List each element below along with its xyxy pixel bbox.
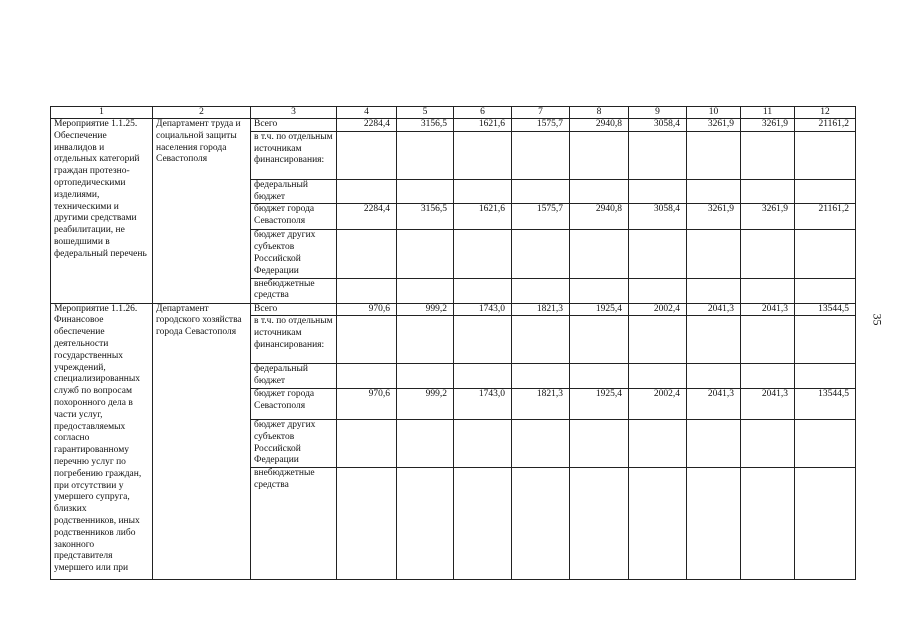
value-cell — [397, 131, 454, 179]
value-cell — [397, 316, 454, 364]
value-cell — [397, 468, 454, 580]
value-cell — [512, 364, 570, 389]
funding-source-label: внебюджетные средства — [251, 278, 337, 303]
value-cell — [741, 278, 795, 303]
value-cell — [337, 179, 397, 204]
funding-source-label: Всего — [251, 303, 337, 316]
value-cell — [337, 131, 397, 179]
value-cell — [512, 419, 570, 467]
column-number-2: 2 — [153, 107, 251, 119]
value-cell: 970,6 — [337, 303, 397, 316]
value-cell: 1743,0 — [454, 388, 512, 419]
value-cell — [570, 179, 629, 204]
value-cell — [741, 419, 795, 467]
executor-cell: Департамент городского хозяйства города Севастополя — [153, 303, 251, 580]
budget-table — [50, 106, 856, 580]
value-cell — [629, 468, 687, 580]
column-number-3: 3 — [251, 107, 337, 119]
value-cell — [570, 419, 629, 467]
value-cell — [629, 131, 687, 179]
value-cell — [337, 468, 397, 580]
value-cell: 1621,6 — [454, 204, 512, 230]
column-number-6: 6 — [454, 107, 512, 119]
value-cell: 1821,3 — [512, 388, 570, 419]
value-cell: 3261,9 — [687, 204, 741, 230]
event-title: Мероприятие 1.1.26. — [54, 303, 138, 314]
column-number-11: 11 — [741, 107, 795, 119]
value-cell: 2940,8 — [570, 119, 629, 132]
event-description: Финансовое обеспечение деятельности государственных учреждений, специализированных служб по вопросам похоронного дела в части услуг, предоставляемых согласно гарантированному перечню услуг по погребению граждан, при отсутствии у умершего супруга, близких родственников, иных родственников либо законного представителя умершего или при — [54, 315, 142, 574]
value-cell — [795, 230, 856, 278]
value-cell — [687, 278, 741, 303]
value-cell — [570, 278, 629, 303]
value-cell: 1575,7 — [512, 119, 570, 132]
value-cell: 2041,3 — [687, 303, 741, 316]
value-cell — [337, 230, 397, 278]
funding-source-label: бюджет города Севастополя — [251, 204, 337, 230]
value-cell: 2284,4 — [337, 204, 397, 230]
value-cell — [795, 419, 856, 467]
value-cell: 970,6 — [337, 388, 397, 419]
value-cell — [687, 364, 741, 389]
value-cell — [337, 364, 397, 389]
value-cell: 2041,3 — [741, 388, 795, 419]
value-cell — [454, 131, 512, 179]
value-cell — [512, 230, 570, 278]
table-row — [51, 303, 856, 316]
value-cell: 3156,5 — [397, 119, 454, 132]
value-cell: 3261,9 — [687, 119, 741, 132]
funding-source-label: бюджет города Севастополя — [251, 388, 337, 419]
value-cell: 13544,5 — [795, 388, 856, 419]
value-cell — [454, 179, 512, 204]
value-cell — [454, 364, 512, 389]
value-cell: 999,2 — [397, 388, 454, 419]
value-cell — [629, 316, 687, 364]
value-cell — [629, 364, 687, 389]
funding-source-label: федеральный бюджет — [251, 364, 337, 389]
value-cell — [687, 230, 741, 278]
value-cell — [795, 278, 856, 303]
value-cell — [687, 316, 741, 364]
value-cell — [795, 468, 856, 580]
column-number-7: 7 — [512, 107, 570, 119]
value-cell — [570, 230, 629, 278]
value-cell: 1821,3 — [512, 303, 570, 316]
value-cell — [570, 131, 629, 179]
column-numbers-row — [51, 107, 856, 119]
value-cell — [512, 316, 570, 364]
table-row — [51, 119, 856, 132]
value-cell — [687, 468, 741, 580]
value-cell — [741, 230, 795, 278]
column-number-5: 5 — [397, 107, 454, 119]
value-cell: 999,2 — [397, 303, 454, 316]
value-cell — [454, 316, 512, 364]
value-cell: 3058,4 — [629, 119, 687, 132]
column-number-9: 9 — [629, 107, 687, 119]
value-cell: 2041,3 — [687, 388, 741, 419]
value-cell — [687, 131, 741, 179]
value-cell: 21161,2 — [795, 204, 856, 230]
funding-source-label: федеральный бюджет — [251, 179, 337, 204]
value-cell — [512, 278, 570, 303]
value-cell: 3058,4 — [629, 204, 687, 230]
event-title: Мероприятие 1.1.25. — [54, 119, 138, 129]
funding-source-label: бюджет других субъектов Российской Федерации — [251, 419, 337, 467]
value-cell: 3261,9 — [741, 204, 795, 230]
value-cell: 2284,4 — [337, 119, 397, 132]
value-cell: 3261,9 — [741, 119, 795, 132]
funding-source-label: внебюджетные средства — [251, 468, 337, 580]
page-number: 35 — [870, 313, 885, 326]
value-cell — [570, 364, 629, 389]
value-cell: 3156,5 — [397, 204, 454, 230]
value-cell: 13544,5 — [795, 303, 856, 316]
value-cell — [629, 179, 687, 204]
value-cell: 2002,4 — [629, 303, 687, 316]
value-cell — [795, 131, 856, 179]
value-cell — [454, 419, 512, 467]
column-number-4: 4 — [337, 107, 397, 119]
value-cell — [570, 468, 629, 580]
funding-source-label: в т.ч. по отдельным источникам финансирования: — [251, 131, 337, 179]
column-number-10: 10 — [687, 107, 741, 119]
column-number-12: 12 — [795, 107, 856, 119]
value-cell: 1743,0 — [454, 303, 512, 316]
value-cell: 1575,7 — [512, 204, 570, 230]
column-number-1: 1 — [51, 107, 153, 119]
value-cell — [454, 230, 512, 278]
funding-source-label: Всего — [251, 119, 337, 132]
value-cell — [570, 316, 629, 364]
value-cell: 1621,6 — [454, 119, 512, 132]
value-cell — [397, 419, 454, 467]
executor-cell: Департамент труда и социальной защиты населения города Севастополя — [153, 119, 251, 304]
value-cell — [629, 419, 687, 467]
value-cell — [337, 316, 397, 364]
value-cell: 1925,4 — [570, 303, 629, 316]
value-cell — [397, 230, 454, 278]
value-cell — [397, 179, 454, 204]
value-cell: 2002,4 — [629, 388, 687, 419]
value-cell — [397, 278, 454, 303]
value-cell — [629, 278, 687, 303]
value-cell — [795, 179, 856, 204]
value-cell — [454, 278, 512, 303]
value-cell — [629, 230, 687, 278]
funding-source-label: бюджет других субъектов Российской Федерации — [251, 230, 337, 278]
value-cell — [512, 179, 570, 204]
event-description: Обеспечение инвалидов и отдельных категорий граждан протезно-ортопедическими изделиями, техническими и другими средствами реабилитации, не вошедшими в федеральный перечень — [54, 130, 147, 259]
value-cell — [512, 468, 570, 580]
value-cell — [512, 131, 570, 179]
value-cell — [795, 364, 856, 389]
value-cell — [741, 468, 795, 580]
value-cell — [397, 364, 454, 389]
value-cell — [741, 179, 795, 204]
value-cell: 1925,4 — [570, 388, 629, 419]
value-cell — [741, 364, 795, 389]
value-cell — [687, 179, 741, 204]
value-cell — [687, 419, 741, 467]
value-cell — [337, 419, 397, 467]
event-cell — [51, 303, 153, 580]
funding-source-label: в т.ч. по отдельным источникам финансирования: — [251, 316, 337, 364]
value-cell — [337, 278, 397, 303]
value-cell: 2041,3 — [741, 303, 795, 316]
value-cell: 21161,2 — [795, 119, 856, 132]
value-cell — [795, 316, 856, 364]
value-cell: 2940,8 — [570, 204, 629, 230]
value-cell — [741, 131, 795, 179]
event-cell — [51, 119, 153, 304]
value-cell — [741, 316, 795, 364]
value-cell — [454, 468, 512, 580]
column-number-8: 8 — [570, 107, 629, 119]
